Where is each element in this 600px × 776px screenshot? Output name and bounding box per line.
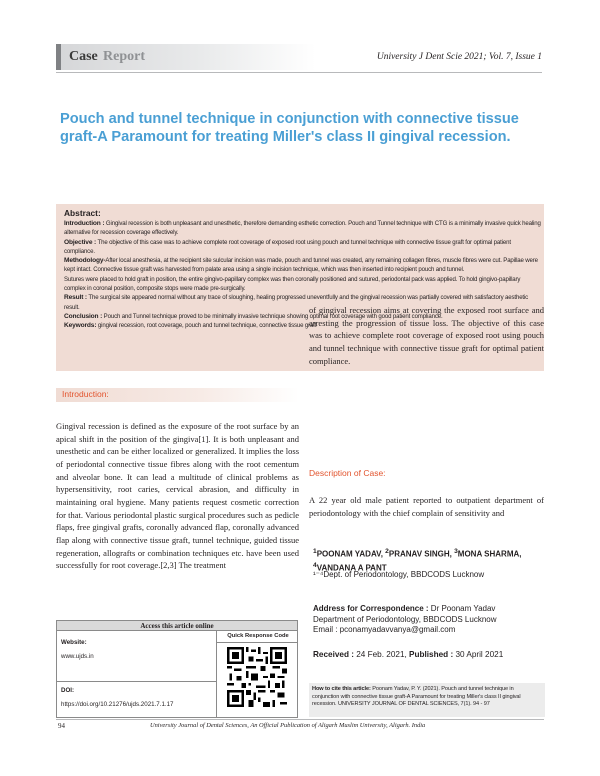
- introduction-heading: Introduction:: [62, 389, 109, 399]
- access-box-divider: [57, 681, 217, 682]
- header-divider: [56, 72, 542, 73]
- abstract-objective: Objective : The objective of this case was to achieve complete root coverage of exposed root using pouch and tunnel technique with connective tissue graft for optimal patient compliance.: [64, 238, 511, 255]
- doi-label: DOI:: [61, 687, 75, 694]
- access-online-box: [56, 620, 298, 718]
- introduction-paragraph-right: of gingival recession aims at covering the exposed root surface and arresting the progression of tissue loss. The objective of this case was to achieve complete root coverage of exposed root using pouch and tunnel technique with connective tissue graft for optimal patient compliance.: [309, 305, 544, 366]
- qr-code-label: Quick Response Code: [227, 633, 289, 639]
- abstract-result: Result : The surgical site appeared normal without any trace of sloughing, healing progressed uneventfully and the gingival recession was partially covered with satisfactory aesthetic result.: [64, 294, 529, 311]
- case-description-heading: Description of Case:: [309, 468, 386, 478]
- correspondence-block: Address for Correspondence : Dr Poonam Yadav Department of Periodontology, BBDCODS Lucknow Email : pconamyadavvanya@gmail.com: [313, 604, 545, 636]
- case-description-text: A 22 year old male patient reported to outpatient department of periodontology with the chief complain of sensitivity and: [309, 495, 544, 518]
- abstract-conclusion: Conclusion : Pouch and Tunnel technique proved to be minimally invasive technique showing optimal root coverage with good patient compliance.: [64, 312, 443, 320]
- journal-reference: University J Dent Scie 2021; Vol. 7, Issue 1: [376, 52, 542, 62]
- citation-box: How to cite this article: Poonam Yadav, P. Y. (2021). Pouch and tunnel technique in conjunction with connective tissue graft-A Paramount for treating Miller's class II gingival recession. UNIVERSITY JOURNAL OF DENTAL SCIENCES, 7(1). 94 - 97: [309, 683, 545, 717]
- qr-code-icon[interactable]: [227, 647, 287, 707]
- abstract-heading: Abstract:: [64, 208, 101, 218]
- website-label: Website:: [61, 639, 87, 646]
- article-dates: Received : 24 Feb. 2021, Published : 30 April 2021: [313, 650, 504, 659]
- access-box-title: Access this article online: [57, 621, 297, 631]
- introduction-paragraph-left: Gingival recession is defined as the exposure of the root surface by an apical shift in the position of the gingiva[1]. It is both unpleasant and unesthetic and can be either localized or generalized. It implies the loss of periodontal connective tissue fibres along with the root cementum and alveolar bone. It can lead a multitude of clinical problems as hypersensitivity, root caries, cervical abrasion, and difficulty in maintaining oral hygiene. Many patients request cosmetic correction for that. Various periodontal plastic surgical procedures such as pedicle flaps, free gingival grafts, coronally advanced flap, coronally advanced flap along with connective tissue graft, tunnel technique, guided tissue regeneration, allografts or combination techniques etc. have been used successfully for root coverage.[2,3] The treatment: [56, 421, 299, 571]
- footer-divider: [56, 719, 544, 720]
- article-title: Pouch and tunnel technique in conjunction with connective tissue graft-A Paramount for treating Miller's class II gingival recession.: [60, 111, 519, 145]
- footer-journal-text: University Journal of Dental Sciences, An Official Publication of Aligarh Muslim University, Aligarh. India: [150, 722, 426, 729]
- access-box-info: [57, 631, 217, 717]
- abstract-introduction: Introduction : Gingival recession is both unpleasant and unesthetic, therefore demanding esthetic correction. Pouch and Tunnel technique with CTG is a minimally invasive quick healing alternative for recession coverage effectively.: [64, 220, 541, 237]
- abstract-keywords: Keywords: gingival recession, root coverage, pouch and tunnel technique, connective tissue graft: [64, 322, 317, 330]
- qr-label-divider: [217, 642, 297, 643]
- article-type-word-case: Case: [69, 49, 98, 64]
- correspondence-email: Email : pconamyadavvanya@gmail.com: [313, 625, 456, 634]
- page-number: 94: [58, 722, 65, 730]
- abstract-sutures: Sutures were placed to hold graft in position, the entire gingivo-papillary complex was then coronally positioned and sutured, periodontal pack was applied. To hold gingivo-papillary complex in coronal position, composite stops were made pre-surgically.: [64, 275, 521, 293]
- author-list: $^1$POONAM YADAV, $^2$PRANAV SINGH, $^3$MONA SHARMA, $^4$VANDANA A PANT: [313, 548, 522, 573]
- doi-link[interactable]: https://doi.org/10.21276/ujds.2021.7.1.17: [61, 701, 174, 708]
- article-type-tab: [56, 44, 316, 70]
- article-type-word-report: Report: [103, 49, 145, 64]
- website-link[interactable]: www.ujds.in: [61, 653, 94, 660]
- abstract-methodology: Methodology-After local anesthesia, at the recipient site sulcular incision was made, pouch and tunnel was created, any remaining collagen fibres, muscle fibres were cut. Papillae were kept intact. Connective tissue graft was harvested from palate area using a single incision technique, which was then inserted into recipient pouch and tunnel.: [64, 257, 538, 274]
- author-affiliation: ¹⁻⁴Dept. of Periodontology, BBDCODS Lucknow: [313, 570, 485, 579]
- introduction-heading-bar: [56, 388, 299, 402]
